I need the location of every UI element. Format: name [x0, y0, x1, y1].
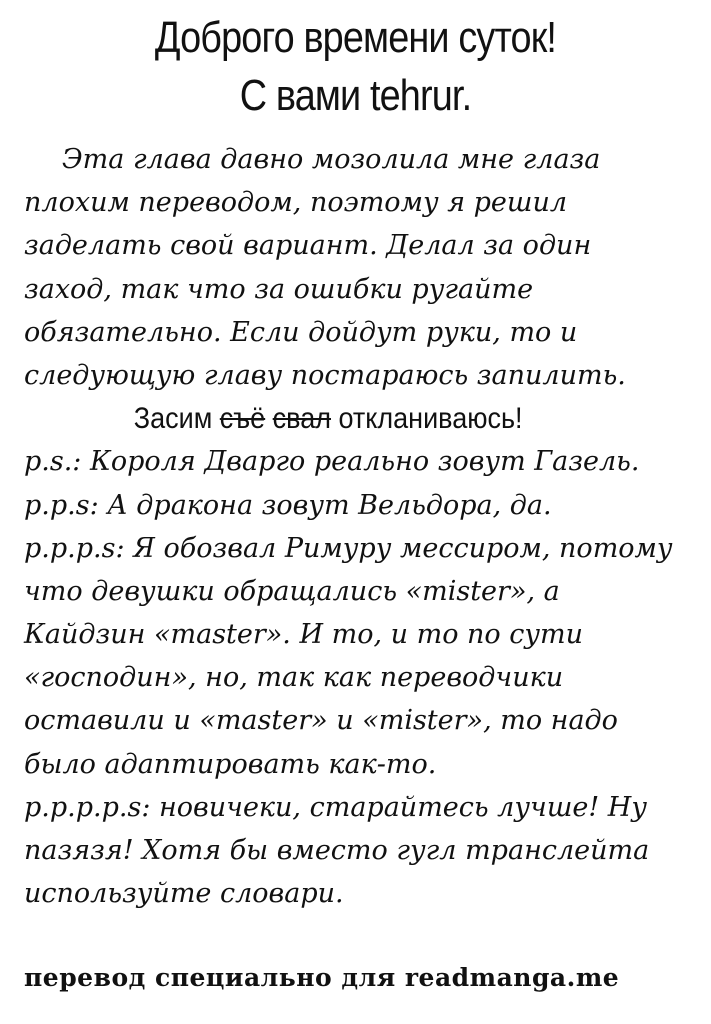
greeting-title: Доброго времени суток! — [154, 13, 557, 62]
pppps-line: используйте словари. — [24, 878, 344, 910]
ppps-line: что девушки обращались «mister», а — [24, 575, 560, 607]
farewell-prefix: Засим — [133, 402, 213, 436]
translation-credit: перевод специально для readmanga.me — [24, 963, 620, 992]
farewell-suffix: откланиваюсь! — [338, 402, 523, 436]
pppps-line: p.p.p.p.s: новичеки, старайтесь лучше! Ну — [24, 791, 648, 823]
ppps-line: оставили и «master» и «mister», то надо — [24, 705, 618, 737]
paragraph-line: следующую главу постараюсь запилить. — [24, 359, 626, 391]
pppps-line: пазязя! Хотя бы вместо гугл транслейта — [24, 835, 650, 866]
strikethrough-word: съё — [219, 402, 266, 436]
paragraph-line: заход, так что за ошибки ругайте — [24, 273, 534, 305]
pps-line: p.p.s: А дракона зовут Вельдора, да. — [24, 489, 552, 521]
paragraph-line: Эта глава давно мозолила мне глаза — [62, 144, 601, 175]
paragraph-line: обязательно. Если дойдут руки, то и — [24, 316, 578, 348]
ppps-line: p.p.p.s: Я обозвал Римуру мессиром, потому — [24, 532, 673, 564]
ppps-line: Кайдзин «master». И то, и то по сути — [24, 619, 584, 651]
author-title: С вами tehrur. — [239, 71, 472, 120]
ps-line: p.s.: Короля Дварго реально зовут Газель. — [24, 446, 640, 478]
paragraph-line: заделать свой вариант. Делал за один — [24, 230, 592, 262]
ppps-line: было адаптировать как-то. — [24, 748, 437, 780]
paragraph-line: плохим переводом, поэтому я решил — [24, 187, 568, 219]
note-body — [24, 138, 694, 915]
ppps-line: «господин», но, так как переводчики — [24, 662, 564, 694]
farewell-line — [24, 397, 627, 440]
strikethrough-word: свал — [272, 402, 331, 436]
